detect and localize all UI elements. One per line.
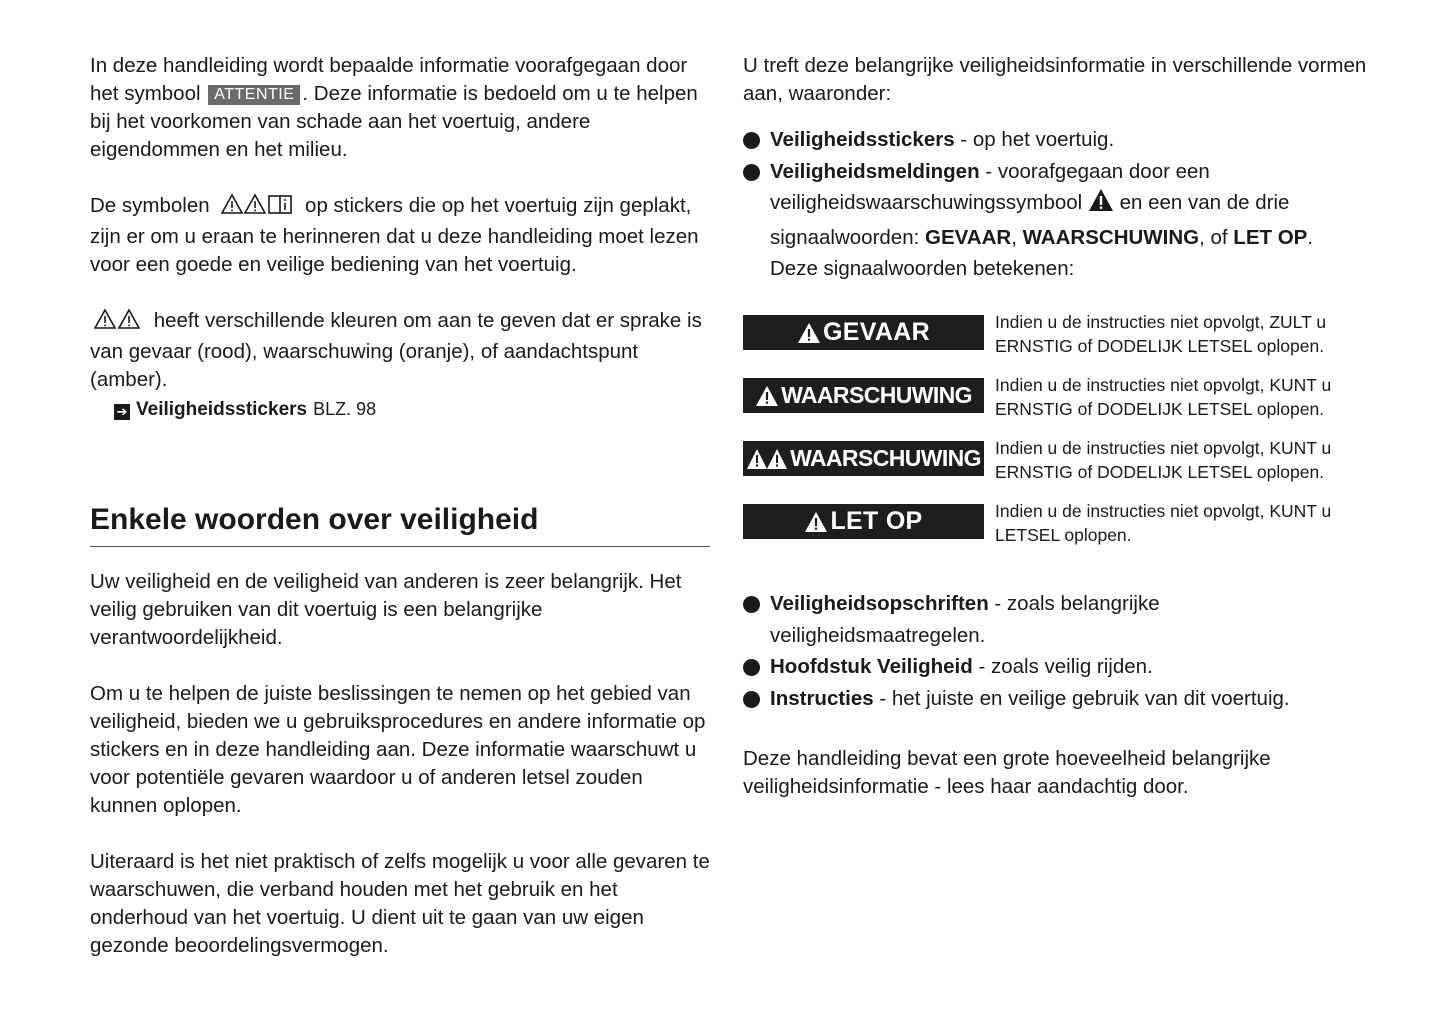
warning-book-symbols-icon (221, 193, 293, 223)
signal-row-let-op: LET OP Indien u de instructies niet opvolgt, KUNT u LETSEL oplopen. (743, 499, 1368, 562)
bullet-icon (743, 164, 760, 181)
warning-filled-icon (1088, 188, 1114, 222)
signal-badge: GEVAAR (743, 315, 984, 350)
warning-triangles-icon (94, 308, 142, 338)
double-warning-icon (746, 448, 788, 470)
list-item: Instructies - het juiste en veilige gebruik van dit voertuig. (743, 683, 1368, 715)
paragraph-importance: Uw veiligheid en de veiligheid van anderen is zeer belangrijk. Het veilig gebruiken van dit voertuig is een belangrijke verantwoordelijkheid. (90, 570, 682, 649)
paragraph-symbols: De symbolen op stickers die op het voertuig zijn geplakt, zijn er om u eraan te herinneren dat u deze handleiding moet lezen voor een goede en veilige bediening van het voertuig. (90, 194, 699, 276)
warning-icon (804, 511, 828, 533)
cross-reference-link[interactable]: ➔ Veiligheidsstickers BLZ. 98 (90, 396, 710, 423)
bullet-icon (743, 132, 760, 149)
right-column-lower (743, 588, 1368, 714)
signal-row-waarschuwing-double: WAARSCHUWING Indien u de instructies niet opvolgt, KUNT u ERNSTIG of DODELIJK LETSEL oplopen. (743, 436, 1368, 499)
paragraph-outro: Deze handleiding bevat een grote hoeveelheid belangrijke veiligheidsinformatie - lees haar aandachtig door. (743, 747, 1271, 798)
signal-badge: WAARSCHUWING (743, 441, 984, 476)
signal-badge: LET OP (743, 504, 984, 539)
left-column (90, 52, 710, 423)
signal-words-table (743, 310, 1368, 562)
info-forms-list (743, 124, 1368, 285)
bullet-icon (743, 596, 760, 613)
paragraph-procedures: Om u te helpen de juiste beslissingen te nemen op het gebied van veiligheid, bieden we u gebruiksprocedures en andere informatie op stickers en in deze handleiding aan. Deze informatie waarschuwt u voor potentiële gevaren waardoor u of anderen letsel zouden kunnen oplopen. (90, 682, 706, 817)
list-item: Veiligheidsmeldingen - voorafgegaan door een veiligheidswaarschuwingssymbool en een van de drie signaalwoorden: GEVAAR, WAARSCHUWING, of LET OP. Deze signaalwoorden betekenen: (743, 156, 1368, 285)
right-column (743, 52, 1368, 285)
left-column-lower (90, 568, 710, 960)
paragraph-judgement: Uiteraard is het niet praktisch of zelfs mogelijk u voor alle gevaren te waarschuwen, die verband houden met het gebruik en het onderhoud van het voertuig. U dient uit te gaan van uw eigen gezonde beoordelingsvermogen. (90, 850, 710, 957)
section-heading: Enkele woorden over veiligheid (90, 500, 710, 547)
paragraph-attentie: In deze handleiding wordt bepaalde informatie voorafgegaan door het symbool ATTENTIE . Deze informatie is bedoeld om u te helpen bij het voorkomen van schade aan het voertuig, andere eigendommen en het milieu. (90, 54, 698, 161)
signal-badge: WAARSCHUWING (743, 378, 984, 413)
list-item: Veiligheidsopschriften - zoals belangrijke veiligheidsmaatregelen. (743, 588, 1368, 651)
right-column-outro (743, 745, 1368, 801)
paragraph-intro: U treft deze belangrijke veiligheidsinformatie in verschillende vormen aan, waaronder: (743, 54, 1367, 105)
bullet-icon (743, 691, 760, 708)
warning-icon (755, 385, 779, 407)
attentie-tag: ATTENTIE (208, 85, 300, 105)
warning-icon (797, 322, 821, 344)
paragraph-colors: heeft verschillende kleuren om aan te geven dat er sprake is van gevaar (rood), waarschuwing (oranje), of aandachtspunt (amber). (90, 309, 702, 391)
list-item: Hoofdstuk Veiligheid - zoals veilig rijden. (743, 651, 1368, 683)
bullet-icon (743, 659, 760, 676)
info-forms-list-continued (743, 588, 1368, 714)
signal-row-gevaar: GEVAAR Indien u de instructies niet opvolgt, ZULT u ERNSTIG of DODELIJK LETSEL oplopen. (743, 310, 1368, 373)
signal-row-waarschuwing: WAARSCHUWING Indien u de instructies niet opvolgt, KUNT u ERNSTIG of DODELIJK LETSEL oplopen. (743, 373, 1368, 436)
list-item: Veiligheidsstickers - op het voertuig. (743, 124, 1368, 156)
arrow-right-icon: ➔ (114, 404, 130, 420)
